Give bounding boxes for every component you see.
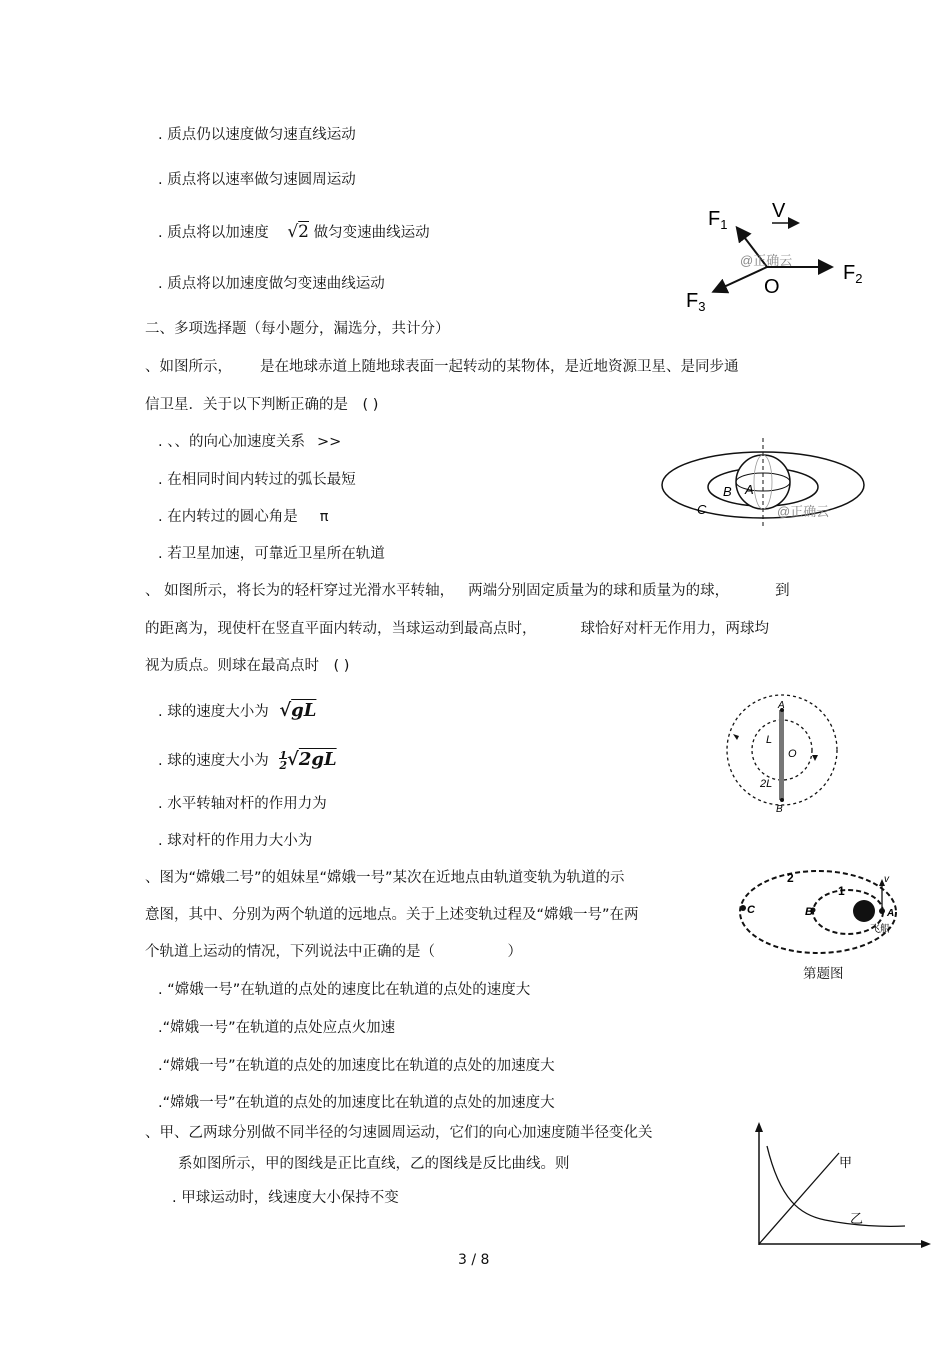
option-line: . 若卫星加速，可靠近卫星所在轨道	[158, 546, 385, 562]
question-text: 的距离为，现使杆在竖直平面内转动，当球运动到最高点时，	[145, 621, 537, 637]
option-text: . 在内转过的圆心角是	[158, 509, 298, 525]
a-label: A	[745, 482, 754, 497]
question-line: 意图，其中、分别为两个轨道的远地点。关于上述变轨过程及“嫦娥一号”在两	[145, 907, 639, 923]
orbit-2-label: 2	[787, 871, 794, 885]
sqrt-formula: √gL	[279, 700, 317, 721]
section-heading: 二、多项选择题（每小题分，漏选分，共计分）	[145, 321, 450, 337]
question-line: 、甲、乙两球分别做不同半径的匀速圆周运动，它们的向心加速度随半径变化关	[145, 1125, 653, 1141]
o-label: O	[788, 748, 797, 760]
watermark: @正确云	[777, 504, 830, 519]
option-text: . 球的速度大小为	[158, 704, 269, 720]
l-label: L	[766, 734, 773, 746]
option-text: . 质点将以加速度	[158, 225, 269, 241]
yi-label: 乙	[850, 1211, 864, 1226]
a-label: A	[887, 908, 895, 919]
option-line	[158, 508, 328, 526]
question-line: 系如图所示，甲的图线是正比直线，乙的图线是反比曲线。则	[178, 1156, 570, 1172]
option-line: .“嫦娥一号”在轨道的点处的加速度比在轨道的点处的加速度大	[158, 1095, 555, 1111]
question-line: 、图为“嫦娥二号”的姐妹星“嫦娥一号”某次在近地点由轨道变轨为轨道的示	[145, 870, 625, 886]
question-line: 个轨道上运动的情况，下列说法中正确的是（ ）	[145, 944, 522, 960]
option-line: .“嫦娥一号”在轨道的点处应点火加速	[158, 1020, 396, 1036]
question-line	[145, 582, 790, 600]
2l-label: 2L	[760, 778, 773, 790]
option-line: . 球对杆的作用力大小为	[158, 833, 313, 849]
option-line	[158, 702, 316, 721]
curve-yi	[767, 1146, 905, 1226]
page-number: 3 / 8	[458, 1252, 490, 1268]
option-text: 做匀变速曲线运动	[313, 225, 430, 241]
option-line	[158, 751, 337, 771]
question-line	[145, 620, 769, 638]
option-text: . 球的速度大小为	[158, 753, 269, 769]
orbit-1-label: 1	[838, 884, 845, 898]
force-diagram	[680, 195, 880, 320]
f2-label: $F_2$	[843, 262, 863, 286]
o-label: O	[764, 276, 780, 298]
b-label: B	[776, 804, 783, 815]
c-label: C	[747, 904, 755, 916]
question-line	[145, 358, 739, 376]
spacecraft-label: 飞船	[870, 924, 890, 935]
v-label: V	[772, 200, 786, 222]
option-line	[158, 223, 430, 242]
sqrt-formula: √2gL	[286, 749, 337, 770]
option-line: . 质点将以速率做匀速圆周运动	[158, 172, 356, 188]
c-label: C	[697, 502, 707, 517]
b-label: B	[723, 484, 732, 499]
question-text: 球恰好对杆无作用力，两球均	[580, 621, 769, 637]
a-label: A	[778, 700, 785, 711]
option-line: . “嫦娥一号”在轨道的点处的速度比在轨道的点处的速度大	[158, 982, 531, 998]
option-text: >>	[316, 434, 342, 450]
change-orbit-diagram	[730, 860, 905, 960]
question-line: 视为质点。则球在最高点时 ( )	[145, 658, 350, 674]
question-line: 信卫星．关于以下判断正确的是 ( )	[145, 397, 379, 413]
option-text: . 、、的向心加速度关系	[158, 434, 305, 450]
option-line: .“嫦娥一号”在轨道的点处的加速度比在轨道的点处的加速度大	[158, 1058, 555, 1074]
v-label: v	[884, 874, 889, 885]
f1-label: $F_1$	[708, 208, 728, 232]
option-line: . 甲球运动时，线速度大小保持不变	[172, 1190, 399, 1206]
option-line	[158, 433, 341, 451]
question-text: 是在地球赤道上随地球表面一起转动的某物体，是近地资源卫星、是同步通	[260, 359, 739, 375]
sqrt-formula: √2	[287, 222, 309, 242]
b-label: B	[805, 906, 813, 918]
jia-label: 甲	[839, 1155, 853, 1170]
figure-caption: 第题图	[803, 966, 844, 982]
option-line: . 在相同时间内转过的弧长最短	[158, 472, 356, 488]
option-line: . 质点仍以速度做匀速直线运动	[158, 127, 356, 143]
question-text: 到	[775, 583, 790, 599]
question-text: 、如图所示，	[145, 359, 232, 375]
line-jia	[759, 1153, 839, 1244]
orbit-earth-diagram	[655, 430, 880, 530]
fraction: 1 2	[279, 749, 287, 772]
option-line: . 水平转轴对杆的作用力为	[158, 796, 327, 812]
watermark: @正确云	[740, 253, 793, 268]
question-text: 、 如图所示，将长为的轻杆穿过光滑水平转轴，	[145, 583, 455, 599]
option-text: π	[319, 509, 329, 525]
f3-label: $F_3$	[686, 290, 706, 314]
question-text: 两端分别固定质量为的球和质量为的球，	[468, 583, 730, 599]
rod-rotation-diagram	[722, 690, 842, 815]
option-line: . 质点将以加速度做匀变速曲线运动	[158, 276, 385, 292]
acceleration-radius-graph	[745, 1120, 935, 1250]
